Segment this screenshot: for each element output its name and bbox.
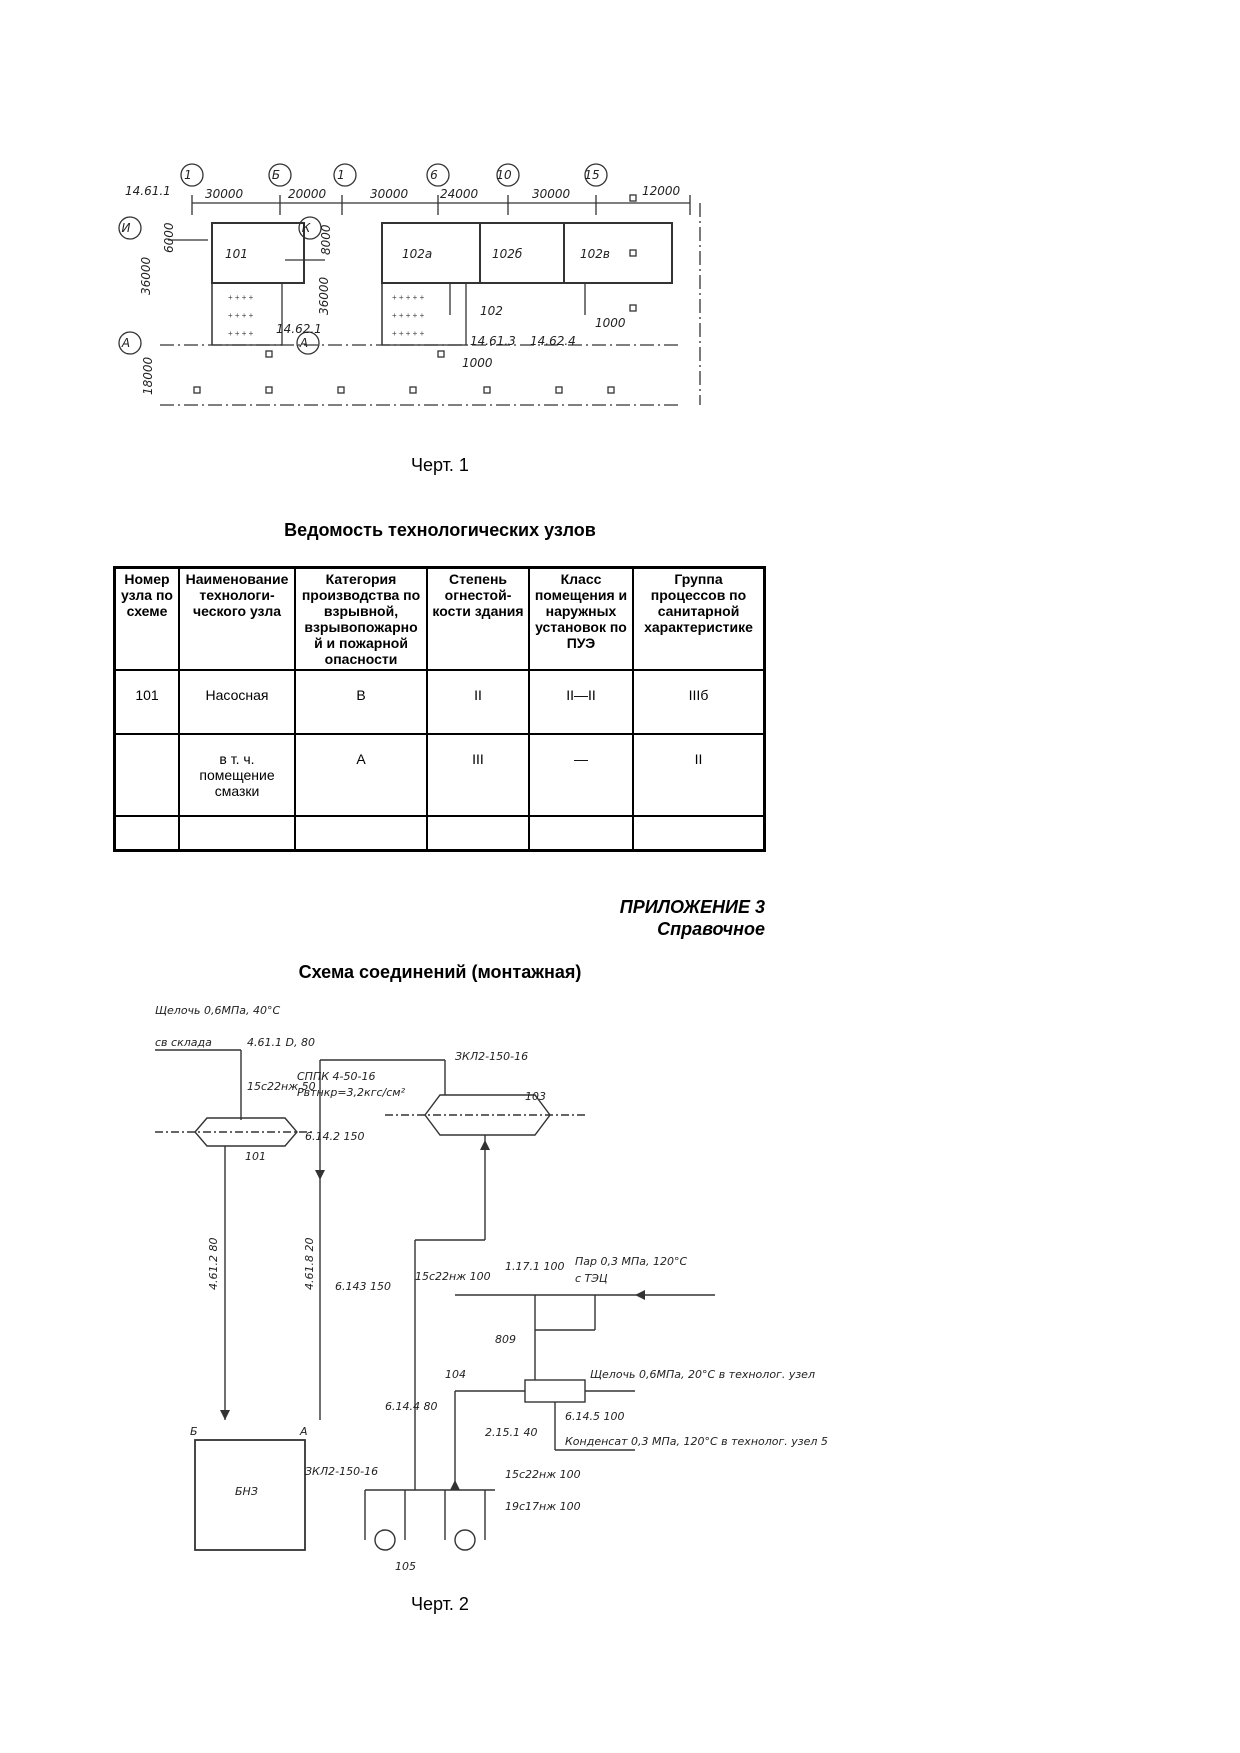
svg-text:+ + + +: + + + + <box>228 329 254 338</box>
svg-text:10: 10 <box>496 168 512 182</box>
table-cell: IIIб <box>633 670 765 734</box>
svg-text:6.14.5 100: 6.14.5 100 <box>565 1410 625 1423</box>
svg-text:1.17.1 100: 1.17.1 100 <box>505 1260 565 1273</box>
svg-text:36000: 36000 <box>317 276 331 315</box>
connection-scheme-svg <box>155 1000 828 1580</box>
svg-text:20000: 20000 <box>288 187 327 201</box>
svg-text:102б: 102б <box>492 247 523 261</box>
svg-text:105: 105 <box>395 1560 416 1573</box>
svg-text:+ + + +: + + + + <box>228 311 254 320</box>
table-cell: А <box>295 734 427 816</box>
svg-text:ЗКЛ2-150-16: ЗКЛ2-150-16 <box>305 1465 379 1478</box>
svg-text:30000: 30000 <box>532 187 571 201</box>
svg-text:А: А <box>121 336 131 350</box>
svg-text:Б: Б <box>190 1425 198 1438</box>
svg-text:103: 103 <box>525 1090 546 1103</box>
table-row <box>115 816 765 851</box>
col-header: Наименование технологи- ческого узла <box>179 568 295 671</box>
svg-text:102: 102 <box>480 304 503 318</box>
svg-text:1: 1 <box>184 168 192 182</box>
svg-text:Щелочь 0,6МПа, 20°С в технолог: Щелочь 0,6МПа, 20°С в технолог. узел <box>590 1368 815 1381</box>
col-header: Номер узла по схеме <box>115 568 180 671</box>
table-cell: — <box>529 734 633 816</box>
svg-text:1000: 1000 <box>595 316 626 330</box>
svg-text:А: А <box>300 1425 308 1438</box>
table-cell: 101 <box>115 670 180 734</box>
svg-text:с ТЭЦ: с ТЭЦ <box>575 1272 608 1285</box>
svg-text:Рвтнкр=3,2кгс/см²: Рвтнкр=3,2кгс/см² <box>297 1086 405 1099</box>
svg-text:14.61.3: 14.61.3 <box>470 334 516 348</box>
table-title: Ведомость технологических узлов <box>284 520 596 540</box>
svg-text:Б: Б <box>271 168 281 182</box>
table-row <box>115 734 765 816</box>
svg-text:СППК 4-50-16: СППК 4-50-16 <box>297 1070 376 1083</box>
svg-text:ЗКЛ2-150-16: ЗКЛ2-150-16 <box>455 1050 529 1063</box>
svg-text:101: 101 <box>225 247 248 261</box>
svg-text:809: 809 <box>495 1333 516 1346</box>
svg-text:14.62.4: 14.62.4 <box>530 334 576 348</box>
table-cell: в т. ч. помещение смазки <box>179 734 295 816</box>
svg-text:А: А <box>299 336 309 350</box>
svg-text:8000: 8000 <box>319 224 333 255</box>
svg-text:2.15.1 40: 2.15.1 40 <box>485 1426 538 1439</box>
svg-text:18000: 18000 <box>141 356 155 395</box>
svg-text:30000: 30000 <box>370 187 409 201</box>
svg-text:15с22нж 50: 15с22нж 50 <box>247 1080 316 1093</box>
table-cell: II <box>427 670 529 734</box>
svg-text:+ + + + +: + + + + + <box>392 311 425 320</box>
svg-text:30000: 30000 <box>205 187 244 201</box>
table-cell <box>295 816 427 851</box>
appendix-number: ПРИЛОЖЕНИЕ 3 <box>619 897 765 917</box>
svg-text:102в: 102в <box>580 247 610 261</box>
svg-text:6: 6 <box>430 168 438 182</box>
plan-drawing-svg <box>120 155 775 435</box>
table-cell <box>529 816 633 851</box>
svg-text:+ + + + +: + + + + + <box>392 329 425 338</box>
svg-text:15с22нж 100: 15с22нж 100 <box>505 1468 581 1481</box>
svg-text:Конденсат 0,3 МПа, 120°С в тех: Конденсат 0,3 МПа, 120°С в технолог. узел 5 <box>565 1435 828 1448</box>
col-header: Степень огнестой- кости здания <box>427 568 529 671</box>
svg-text:15с22нж 100: 15с22нж 100 <box>415 1270 491 1283</box>
col-header: Класс помещения и наружных установок по ПУЭ <box>529 568 633 671</box>
col-header: Категория производства по взрывной, взрывопожарно й и пожарной опасности <box>295 568 427 671</box>
table-cell: В <box>295 670 427 734</box>
table-cell: II <box>633 734 765 816</box>
figure-2-caption: Черт. 2 <box>411 1594 469 1614</box>
svg-text:Пар 0,3 МПа, 120°С: Пар 0,3 МПа, 120°С <box>575 1255 688 1268</box>
svg-text:6000: 6000 <box>162 222 176 253</box>
appendix-type: Справочное <box>657 919 765 939</box>
svg-text:15: 15 <box>584 168 600 182</box>
tech-nodes-table <box>113 566 766 852</box>
col-header: Группа процессов по санитарной характеристике <box>633 568 765 671</box>
svg-text:104: 104 <box>445 1368 466 1381</box>
table-cell: II—II <box>529 670 633 734</box>
svg-text:И: И <box>121 221 131 235</box>
svg-text:102а: 102а <box>402 247 433 261</box>
svg-text:6.14.4 80: 6.14.4 80 <box>385 1400 438 1413</box>
svg-text:14.61.1: 14.61.1 <box>125 184 171 198</box>
table-cell <box>115 734 180 816</box>
svg-text:+ + + +: + + + + <box>228 293 254 302</box>
svg-text:6.143 150: 6.143 150 <box>335 1280 391 1293</box>
svg-text:36000: 36000 <box>139 256 153 295</box>
connection-scheme <box>155 1000 828 1580</box>
svg-text:Щелочь 0,6МПа, 40°С: Щелочь 0,6МПа, 40°С <box>155 1004 281 1017</box>
svg-text:24000: 24000 <box>440 187 479 201</box>
svg-text:19с17нж 100: 19с17нж 100 <box>505 1500 581 1513</box>
svg-text:14.62.1: 14.62.1 <box>276 322 322 336</box>
svg-text:4.61.2 80: 4.61.2 80 <box>207 1237 220 1290</box>
table-header-row <box>115 568 765 671</box>
svg-text:4.61.1 D, 80: 4.61.1 D, 80 <box>247 1036 315 1049</box>
svg-text:БНЗ: БНЗ <box>235 1485 258 1498</box>
svg-text:1000: 1000 <box>462 356 493 370</box>
appendix-label <box>620 896 765 940</box>
svg-text:4.61.8 20: 4.61.8 20 <box>303 1237 316 1290</box>
svg-text:101: 101 <box>245 1150 266 1163</box>
table-cell <box>115 816 180 851</box>
svg-text:12000: 12000 <box>642 184 681 198</box>
svg-text:св склада: св склада <box>155 1036 212 1049</box>
svg-text:К: К <box>301 221 311 235</box>
plan-drawing <box>120 155 775 435</box>
figure-1-caption: Черт. 1 <box>411 455 469 475</box>
table-cell: III <box>427 734 529 816</box>
svg-text:+ + + + +: + + + + + <box>392 293 425 302</box>
table-cell: Насосная <box>179 670 295 734</box>
table-cell <box>633 816 765 851</box>
svg-text:1: 1 <box>337 168 345 182</box>
svg-text:6.14.2 150: 6.14.2 150 <box>305 1130 365 1143</box>
scheme-title: Схема соединений (монтажная) <box>298 962 582 982</box>
table-cell <box>427 816 529 851</box>
table-row <box>115 670 765 734</box>
table-cell <box>179 816 295 851</box>
